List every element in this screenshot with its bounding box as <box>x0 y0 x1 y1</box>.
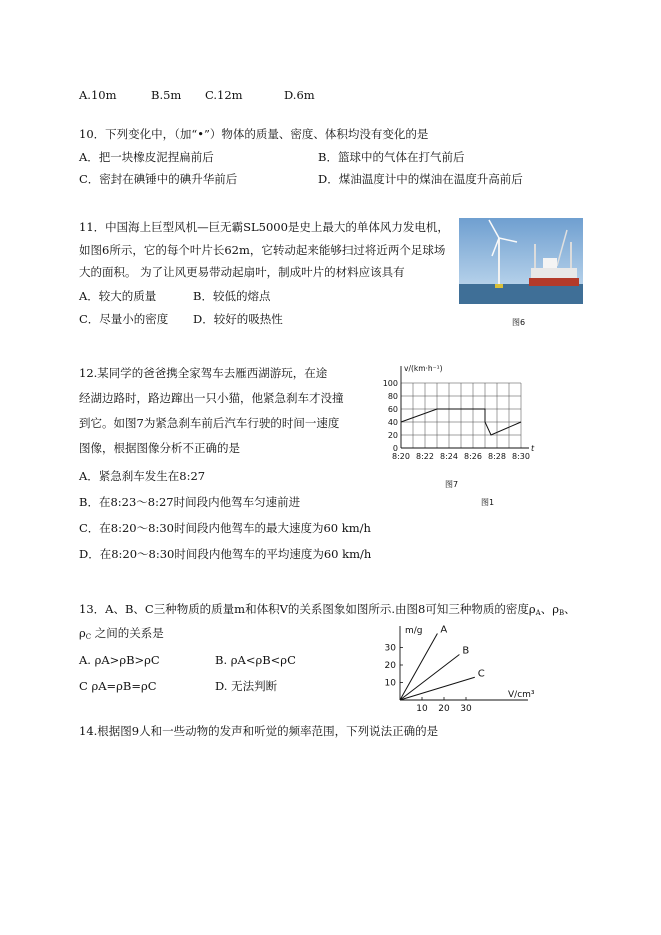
q13-line1: 13．A、B、C三种物质的质量m和体积V的关系图象如图所示.由图8可知三种物质的密度$\rho_A$、$\rho_B$、 <box>79 602 576 617</box>
q11-option-a: A．较大的质量 <box>79 289 157 303</box>
x-tick-label: 8:28 <box>488 452 506 461</box>
x-axis-label: t <box>531 444 535 453</box>
q12-line1: 12.某同学的爸爸携全家驾车去雁西湖游玩，在途 <box>79 366 328 380</box>
q12-option-b: B．在8:23～8:27时间段内他驾车匀速前进 <box>79 495 301 509</box>
q11-line3: 大的面积。 为了让风更易带动起扇叶，制成叶片的材料应该具有 <box>79 265 405 279</box>
q13-option-a: A. ρA>ρB>ρC <box>79 653 160 667</box>
q11-option-c: C．尽量小的密度 <box>79 312 169 326</box>
mass-volume-chart <box>378 620 548 720</box>
q12-option-c: C．在8:20～8:30时间段内他驾车的最大速度为60 km/h <box>79 521 371 535</box>
y-tick-label: 80 <box>387 392 398 401</box>
x-tick-label: 8:22 <box>416 452 434 461</box>
q11-option-b: B．较低的熔点 <box>193 289 271 303</box>
q11-line2: 如图6所示，它的每个叶片长62m，它转动起来能够扫过将近两个足球场 <box>79 243 446 257</box>
series-label-c: C <box>477 668 485 680</box>
y-tick-label: 20 <box>384 661 396 671</box>
series-label-a: A <box>440 624 448 636</box>
y-tick-label: 60 <box>387 405 398 414</box>
q10-option-a: A．把一块橡皮泥捏扁前后 <box>79 150 214 164</box>
q10-stem: 10．下列变化中，（加“•”）物体的质量、密度、体积均没有变化的是 <box>79 127 429 141</box>
q13-option-d: D. 无法判断 <box>215 679 278 693</box>
q13-option-c: C ρA=ρB=ρC <box>79 679 157 693</box>
q12-option-d: D．在8:20～8:30时间段内他驾车的平均速度为60 km/h <box>79 547 372 561</box>
q12-line4: 图像，根据图像分析不正确的是 <box>79 441 240 455</box>
q13-option-b: B. ρA<ρB<ρC <box>215 653 296 667</box>
x-tick-label: 10 <box>416 704 428 714</box>
x-tick-label: 30 <box>460 704 472 714</box>
wind-turbine-photo <box>459 218 583 304</box>
q10-option-b: B．篮球中的气体在打气前后 <box>318 150 465 164</box>
x-tick-label: 20 <box>438 704 450 714</box>
fig6-caption: 图6 <box>512 318 526 327</box>
fig1-caption: 图1 <box>481 498 495 507</box>
y-tick-label: 0 <box>392 444 398 453</box>
q12-line3: 到它。如图7为紧急刹车前后汽车行驶的时间一速度 <box>79 416 340 430</box>
y-axis-label: v/(km·h⁻¹) <box>404 364 443 373</box>
x-tick-label: 8:24 <box>440 452 458 461</box>
q9-option-c: C.12m <box>205 88 243 102</box>
q14-stem: 14.根据图9人和一些动物的发声和听觉的频率范围，下列说法正确的是 <box>79 724 439 738</box>
y-tick-label: 30 <box>384 643 396 654</box>
series-label-b: B <box>462 645 470 657</box>
y-tick-label: 40 <box>387 418 398 427</box>
q10-option-d: D．煤油温度计中的煤油在温度升高前后 <box>318 172 523 186</box>
speed-time-chart <box>366 360 536 470</box>
q12-line2: 经湖边路时，路边蹿出一只小猫，他紧急刹车才没撞 <box>79 391 344 405</box>
x-tick-label: 8:30 <box>512 452 530 461</box>
q9-option-b: B.5m <box>151 88 182 102</box>
y-tick-label: 100 <box>382 379 398 388</box>
q11-option-d: D．较好的吸热性 <box>193 312 283 326</box>
q11-line1: 11．中国海上巨型风机—巨无霸SL5000是史上最大的单体风力发电机， <box>79 220 449 234</box>
y-axis-label: m/g <box>405 626 423 636</box>
fig7-caption: 图7 <box>445 480 459 489</box>
x-tick-label: 8:20 <box>392 452 410 461</box>
q10-option-c: C．密封在碘锤中的碘升华前后 <box>79 172 238 186</box>
x-tick-label: 8:26 <box>464 452 482 461</box>
y-tick-label: 10 <box>384 678 396 689</box>
q9-option-d: D.6m <box>284 88 315 102</box>
q13-line2: $\rho_C$ 之间的关系是 <box>79 626 164 641</box>
x-axis-label: V/cm³ <box>508 690 535 700</box>
y-tick-label: 20 <box>387 431 398 440</box>
series-line-b <box>400 655 459 701</box>
q9-option-a: A.10m <box>79 88 117 102</box>
q12-option-a: A．紧急刹车发生在8:27 <box>79 469 206 483</box>
